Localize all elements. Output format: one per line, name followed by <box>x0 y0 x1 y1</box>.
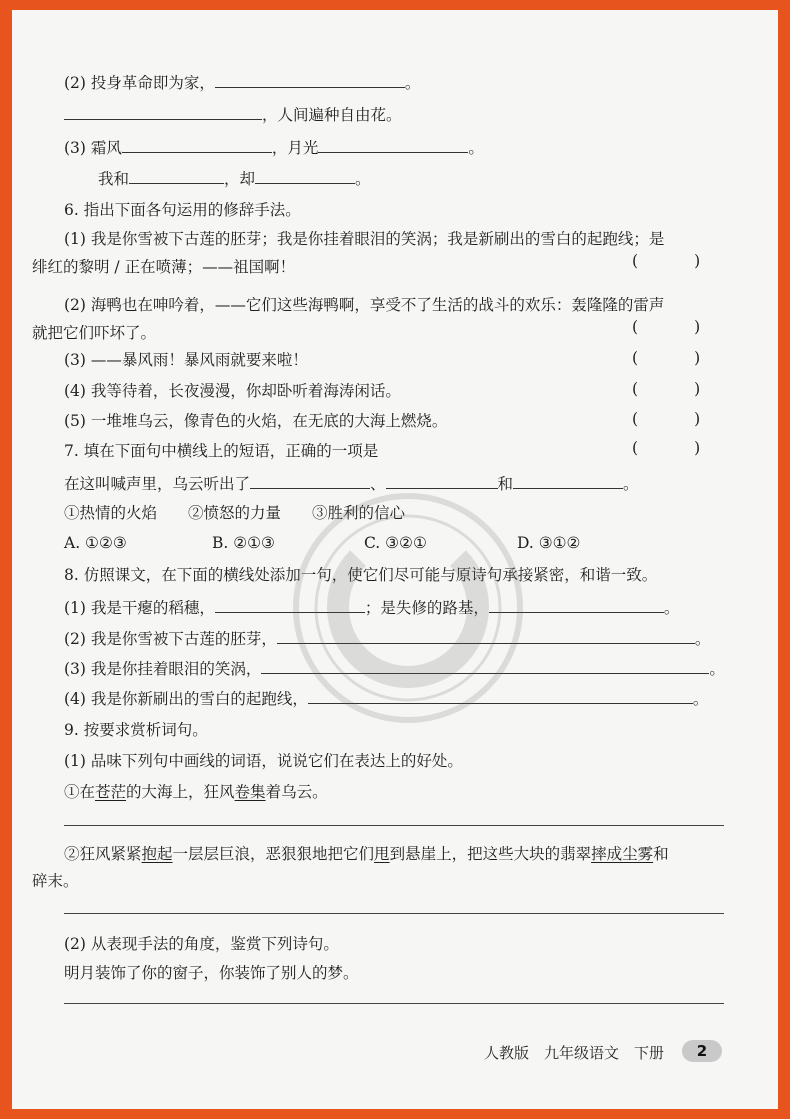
q5-2-prefix: (2) 投身革命即为家， <box>64 74 215 92</box>
q8-3-prefix: (3) 我是你挂着眼泪的笑涡， <box>64 660 262 678</box>
q7-options: ①热情的火焰 ②愤怒的力量 ③胜利的信心 <box>64 504 406 522</box>
q6-3-answer-paren[interactable] <box>632 348 700 368</box>
paren-close: ) <box>694 349 701 367</box>
paren-close: ) <box>694 410 701 428</box>
paren-close: ) <box>694 252 701 270</box>
paren-close: ) <box>694 318 701 336</box>
answer-blank[interactable] <box>386 473 498 489</box>
q6-2-line1: (2) 海鸭也在呻吟着，——它们这些海鸭啊，享受不了生活的战斗的欢乐：轰隆隆的雷声 <box>64 296 665 314</box>
paren-close: ) <box>694 439 701 457</box>
answer-blank[interactable] <box>261 658 709 674</box>
q5-2b-line <box>64 104 402 125</box>
answer-blank[interactable] <box>64 104 262 120</box>
q9-title: 9. 按要求赏析词句。 <box>64 721 208 739</box>
q9-s1-part: 的大海上，狂风 <box>126 783 235 801</box>
q8-1-suffix: 。 <box>663 599 680 617</box>
answer-blank[interactable] <box>250 473 370 489</box>
q5-2-suffix: 。 <box>404 74 421 92</box>
q9-2-text: (2) 从表现手法的角度，鉴赏下列诗句。 <box>64 935 339 953</box>
q9-s2-part: ②狂风紧紧 <box>64 845 142 863</box>
q6-5-text: (5) 一堆堆乌云，像青色的火焰，在无底的大海上燃烧。 <box>64 412 448 430</box>
q8-2-prefix: (2) 我是你雪被下古莲的胚芽， <box>64 630 277 648</box>
q7-end: 。 <box>623 475 639 493</box>
answer-blank[interactable] <box>318 137 468 153</box>
q5-3-middle: ，月光 <box>271 139 319 157</box>
q7-choice-a[interactable]: A. ①②③ <box>64 534 127 552</box>
q8-4-line <box>64 688 708 709</box>
q6-1-line2: 绯红的黎明 / 正在喷薄；——祖国啊！ <box>32 258 296 276</box>
q8-3-line <box>64 658 725 679</box>
answer-blank[interactable] <box>129 168 224 184</box>
answer-line[interactable] <box>64 913 724 914</box>
q5-3b-suffix: 。 <box>355 170 371 188</box>
q8-1-prefix: (1) 我是干瘪的稻穗， <box>64 599 215 617</box>
answer-blank[interactable] <box>308 688 693 704</box>
answer-blank[interactable] <box>215 597 365 613</box>
answer-line[interactable] <box>64 825 724 826</box>
paren-open: ( <box>632 349 639 367</box>
answer-blank[interactable] <box>513 473 623 489</box>
q8-2-suffix: 。 <box>694 630 711 648</box>
answer-blank[interactable] <box>255 168 355 184</box>
q9-s2-part: 一层层巨浪，恶狠狠地把它们 <box>172 845 375 863</box>
q6-4-text: (4) 我等待着，长夜漫漫，你却卧听着海涛闲话。 <box>64 382 401 400</box>
q7-comma: 、 <box>370 475 386 493</box>
q6-2-line2: 就把它们吓坏了。 <box>32 324 157 342</box>
q9-1-text: (1) 品味下列句中画线的词语，说说它们在表达上的好处。 <box>64 752 463 770</box>
paren-open: ( <box>632 410 639 428</box>
answer-blank[interactable] <box>122 137 272 153</box>
q5-2-line <box>64 72 420 93</box>
underlined-word: 卷集 <box>234 783 266 801</box>
answer-blank[interactable] <box>215 72 405 88</box>
q7-choice-c[interactable]: C. ③②① <box>364 534 427 552</box>
q6-3-text: (3) ——暴风雨！暴风雨就要来啦！ <box>64 351 308 369</box>
q9-sentence-1 <box>64 782 328 802</box>
q9-s2-part: 到悬崖上，把这些大块的翡翠 <box>389 845 592 863</box>
q8-title: 8. 仿照课文，在下面的横线处添加一句，使它们尽可能与原诗句承接紧密，和谐一致。 <box>64 566 658 584</box>
q5-3b-line <box>98 168 371 189</box>
q5-3b-middle: ，却 <box>224 170 256 188</box>
q9-poem: 明月装饰了你的窗子，你装饰了别人的梦。 <box>64 964 359 982</box>
q5-3-line <box>64 137 484 158</box>
q8-1-middle: ；是失修的路基， <box>364 599 489 617</box>
paren-open: ( <box>632 252 639 270</box>
q6-5-answer-paren[interactable] <box>632 409 700 429</box>
underlined-word: 抱起 <box>141 845 173 863</box>
q7-sentence <box>64 473 639 494</box>
q7-choice-d[interactable]: D. ③①② <box>517 534 581 552</box>
paren-open: ( <box>632 380 639 398</box>
q8-2-line <box>64 628 710 649</box>
q8-1-line <box>64 597 679 618</box>
q5-3b-prefix: 我和 <box>98 170 130 188</box>
answer-blank[interactable] <box>277 628 695 644</box>
page-number-badge: 2 <box>682 1040 722 1062</box>
paren-open: ( <box>632 439 639 457</box>
q6-1-line1: (1) 我是你雪被下古莲的胚芽；我是你挂着眼泪的笑涡；我是新刷出的雪白的起跑线；是 <box>64 230 665 248</box>
answer-blank[interactable] <box>489 597 664 613</box>
underlined-word: 甩 <box>374 845 390 863</box>
q5-3-prefix: (3) 霜风 <box>64 139 122 157</box>
q9-s1-part: ①在 <box>64 783 96 801</box>
q6-title: 6. 指出下面各句运用的修辞手法。 <box>64 201 301 219</box>
q6-1-answer-paren[interactable] <box>632 251 700 271</box>
edition-label: 人教版 九年级语文 下册 <box>484 1044 665 1062</box>
answer-line[interactable] <box>64 1003 724 1004</box>
paren-close: ) <box>694 380 701 398</box>
q9-sentence-2-line2: 碎末。 <box>32 872 79 890</box>
q7-title: 7. 填在下面句中横线上的短语，正确的一项是 <box>64 442 379 460</box>
q9-s1-part: 着乌云。 <box>265 783 328 801</box>
underlined-word: 摔成尘雾 <box>591 845 654 863</box>
q7-and: 和 <box>497 475 514 493</box>
workbook-page <box>12 10 778 1109</box>
q5-3-suffix: 。 <box>468 139 484 157</box>
q7-answer-paren[interactable] <box>632 438 700 458</box>
underlined-word: 苍茫 <box>95 783 127 801</box>
q9-sentence-2 <box>64 844 669 864</box>
q8-3-suffix: 。 <box>709 660 725 678</box>
q8-4-prefix: (4) 我是你新刷出的雪白的起跑线， <box>64 690 308 708</box>
q7-sentence-text: 在这叫喊声里，乌云听出了 <box>64 475 251 493</box>
paren-open: ( <box>632 318 639 336</box>
q9-s2-part: 和 <box>653 845 669 863</box>
q5-2b-suffix: ，人间遍种自由花。 <box>262 106 402 124</box>
q6-4-answer-paren[interactable] <box>632 379 700 399</box>
q8-4-suffix: 。 <box>692 690 709 708</box>
q7-choice-b[interactable]: B. ②①③ <box>212 534 275 552</box>
q6-2-answer-paren[interactable] <box>632 317 700 337</box>
